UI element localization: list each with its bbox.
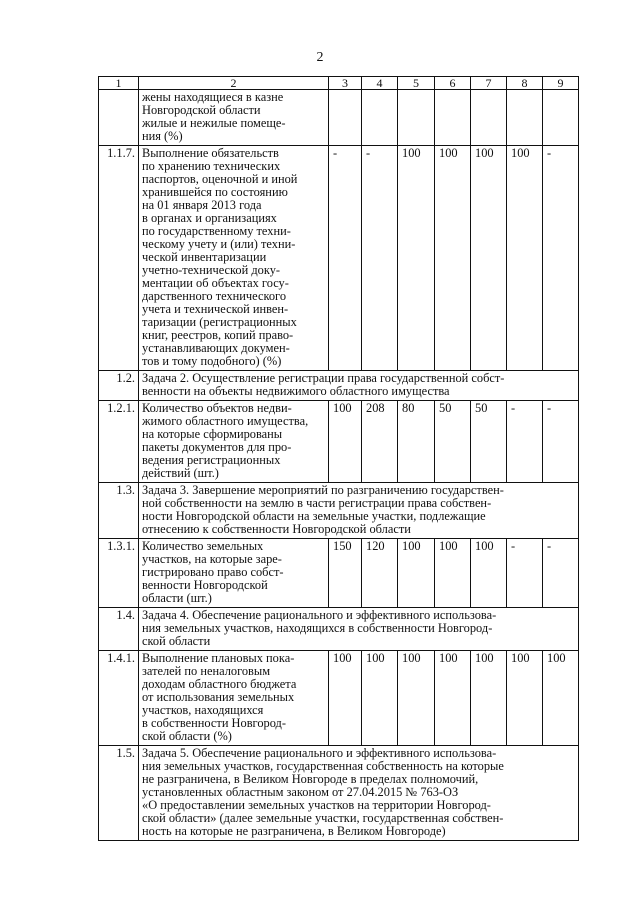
text-line: ской области» (далее земельные участки, государственная собствен- [142, 811, 504, 825]
page-number: 2 [316, 50, 324, 65]
text-line: учетно-технической доку- [142, 263, 281, 277]
header-cell: 5 [398, 77, 435, 90]
task-text [139, 483, 579, 539]
header-cell: 8 [507, 77, 543, 90]
text-line: тов и тому подобного) (%) [142, 354, 282, 368]
text-line: в органах и организациях [142, 211, 277, 225]
row-number: 1.5. [99, 746, 139, 841]
text-line: области (шт.) [142, 591, 212, 605]
text-line: ности Новгородской области на земельные участки, подлежащие [142, 509, 486, 523]
row-number [99, 90, 139, 146]
text-line: ментации об объектах госу- [142, 276, 289, 290]
value-cell [435, 90, 471, 146]
value-cell: 100 [362, 651, 398, 746]
value-cell: 100 [471, 146, 507, 371]
text-line: установленных областным законом от 27.04.2015 № 763-ОЗ [142, 785, 459, 799]
value-cell: 208 [362, 401, 398, 483]
value-cell: 100 [471, 539, 507, 608]
value-cell [362, 90, 398, 146]
value-cell [398, 90, 435, 146]
row-number: 1.2.1. [99, 401, 139, 483]
value-cell: 100 [398, 651, 435, 746]
text-line: ность на которые не разграничена, в Великом Новгороде) [142, 824, 446, 838]
text-line: ной собственности на землю в части регистрации права собствен- [142, 496, 492, 510]
value-cell: 100 [398, 539, 435, 608]
header-cell: 2 [139, 77, 329, 90]
row-number: 1.3. [99, 483, 139, 539]
text-line: таризации (регистрационных [142, 315, 297, 329]
text-line: доходам областного бюджета [142, 677, 297, 691]
text-line: книг, реестров, копий право- [142, 328, 294, 342]
text-line: жилые и нежилые помеще- [142, 116, 286, 130]
text-line: ской области (%) [142, 729, 232, 743]
indicator-text [139, 401, 329, 483]
value-cell: - [543, 146, 579, 371]
table-header-row [99, 77, 579, 90]
value-cell [329, 90, 362, 146]
task-text [139, 608, 579, 651]
value-cell: 100 [435, 146, 471, 371]
table-row [99, 90, 579, 146]
task-text [139, 371, 579, 401]
text-line: Задача 2. Осуществление регистрации права государственной собст- [142, 371, 505, 385]
text-line: участков, находящихся [142, 703, 264, 717]
text-line: Количество земельных [142, 539, 264, 553]
task-row [99, 483, 579, 539]
header-cell: 3 [329, 77, 362, 90]
text-line: ведения регистрационных [142, 453, 281, 467]
value-cell: 100 [435, 539, 471, 608]
table-row [99, 401, 579, 483]
indicators-table [98, 76, 579, 841]
text-line: отнесению к собственности Новгородской области [142, 522, 411, 536]
indicator-text [139, 539, 329, 608]
value-cell: 120 [362, 539, 398, 608]
text-line: жимого областного имущества, [142, 414, 309, 428]
value-cell: - [543, 539, 579, 608]
indicator-text [139, 651, 329, 746]
row-number: 1.4. [99, 608, 139, 651]
text-line: дарственного технического [142, 289, 287, 303]
value-cell: 150 [329, 539, 362, 608]
text-line: хранившейся по состоянию [142, 185, 288, 199]
text-line: ческой инвентаризации [142, 250, 267, 264]
value-cell: 100 [329, 401, 362, 483]
text-line: на 01 января 2013 года [142, 198, 262, 212]
text-line: ской области [142, 634, 211, 648]
table-row [99, 146, 579, 371]
text-line: Выполнение плановых пока- [142, 651, 295, 665]
text-line: Количество объектов недви- [142, 401, 292, 415]
text-line: венности на объекты недвижимого областного имущества [142, 384, 450, 398]
text-line: по хранению технических [142, 159, 281, 173]
value-cell: 100 [435, 651, 471, 746]
header-cell: 6 [435, 77, 471, 90]
value-cell: 100 [507, 146, 543, 371]
row-number: 1.4.1. [99, 651, 139, 746]
text-line: ния (%) [142, 129, 183, 143]
text-line: Задача 4. Обеспечение рационального и эффективного использова- [142, 608, 497, 622]
text-line: ческому учету и (или) техни- [142, 237, 296, 251]
task-row [99, 608, 579, 651]
text-line: «О предоставлении земельных участков на территории Новгород- [142, 798, 491, 812]
text-line: участков, на которые заре- [142, 552, 282, 566]
text-line: пакеты документов для про- [142, 440, 292, 454]
text-line: не разграничена, в Великом Новгороде в пределах полномочий, [142, 772, 479, 786]
text-line: Задача 3. Завершение мероприятий по разграничению государствен- [142, 483, 504, 497]
value-cell: 100 [471, 651, 507, 746]
value-cell: - [362, 146, 398, 371]
value-cell: 100 [543, 651, 579, 746]
text-line: в собственности Новгород- [142, 716, 286, 730]
value-cell: - [507, 539, 543, 608]
value-cell: 100 [398, 146, 435, 371]
value-cell: 100 [507, 651, 543, 746]
value-cell: 80 [398, 401, 435, 483]
task-text [139, 746, 579, 841]
header-cell: 9 [543, 77, 579, 90]
value-cell [507, 90, 543, 146]
value-cell: 50 [471, 401, 507, 483]
text-line: устанавливающих докумен- [142, 341, 290, 355]
text-line: жены находящиеся в казне [142, 90, 284, 104]
value-cell: 50 [435, 401, 471, 483]
text-line: Выполнение обязательств [142, 146, 279, 160]
text-line: зателей по неналоговым [142, 664, 271, 678]
text-line: учета и технической инвен- [142, 302, 289, 316]
text-line: ния земельных участков, государственная собственность на которые [142, 759, 504, 773]
text-line: от использования земельных [142, 690, 295, 704]
text-line: по государственному техни- [142, 224, 291, 238]
text-line: гистрировано право собст- [142, 565, 284, 579]
row-number: 1.3.1. [99, 539, 139, 608]
task-row [99, 371, 579, 401]
indicator-text [139, 90, 329, 146]
text-line: Новгородской области [142, 103, 261, 117]
header-cell: 4 [362, 77, 398, 90]
value-cell [471, 90, 507, 146]
value-cell: 100 [329, 651, 362, 746]
header-cell: 1 [99, 77, 139, 90]
indicator-text [139, 146, 329, 371]
text-line: Задача 5. Обеспечение рационального и эффективного использова- [142, 746, 497, 760]
text-line: ния земельных участков, находящихся в собственности Новгород- [142, 621, 493, 635]
text-line: паспортов, оценочной и иной [142, 172, 298, 186]
row-number: 1.2. [99, 371, 139, 401]
text-line: на которые сформированы [142, 427, 283, 441]
value-cell [543, 90, 579, 146]
value-cell: - [329, 146, 362, 371]
table-row [99, 651, 579, 746]
header-cell: 7 [471, 77, 507, 90]
table-row [99, 539, 579, 608]
text-line: действий (шт.) [142, 466, 219, 480]
row-number: 1.1.7. [99, 146, 139, 371]
value-cell: - [507, 401, 543, 483]
text-line: венности Новгородской [142, 578, 268, 592]
task-row [99, 746, 579, 841]
value-cell: - [543, 401, 579, 483]
